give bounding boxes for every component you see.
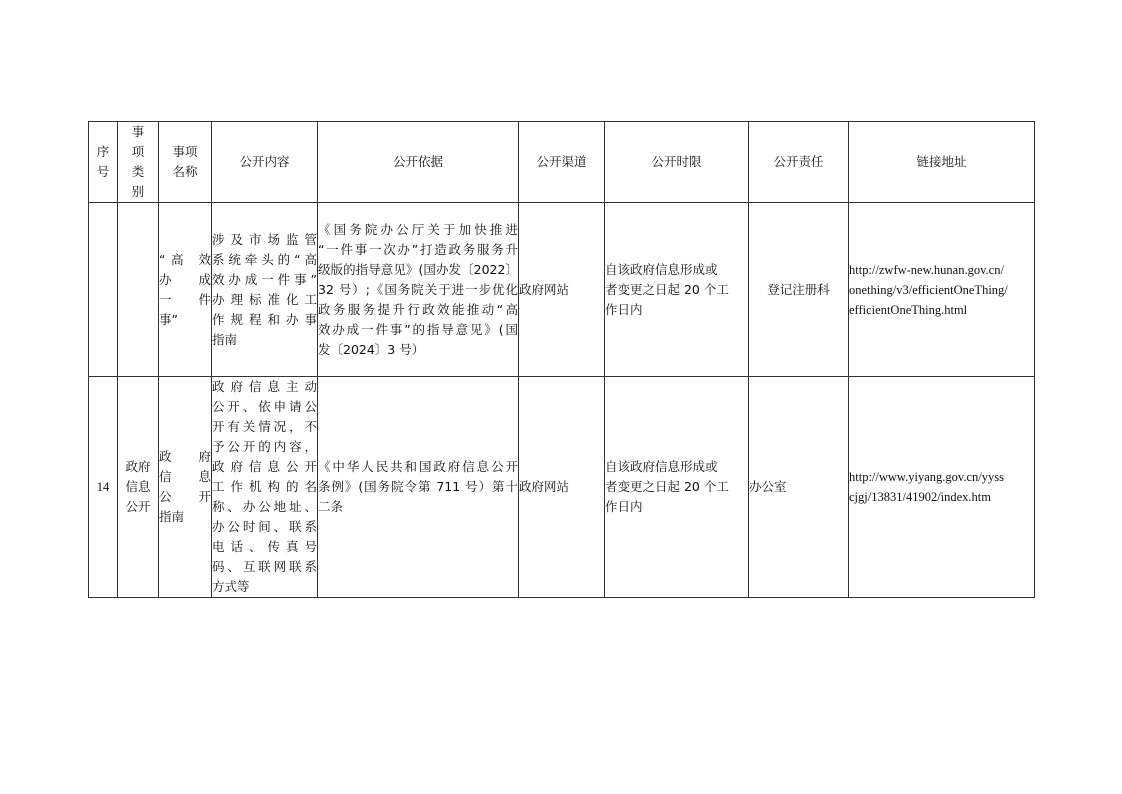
header-time-limit: 公开时限 <box>605 122 749 203</box>
row-seq: 14 <box>89 377 118 598</box>
header-channel: 公开渠道 <box>519 122 605 203</box>
row-channel: 政府网站 <box>519 377 605 598</box>
link-text[interactable]: onething/v3/efficientOneThing/ <box>849 282 1008 297</box>
link-text[interactable]: http://www.yiyang.gov.cn/yyss <box>849 470 1004 484</box>
row-link[interactable] <box>849 203 1035 377</box>
header-name: 事项 名称 <box>159 122 212 203</box>
link-text[interactable]: http://zwfw-new.hunan.gov.cn/ <box>849 262 1004 277</box>
disclosure-table <box>88 121 1035 598</box>
row-basis: 《中华人民共和国政府信息公开 条例》(国务院令第 711 号）第十 二条 <box>318 377 519 598</box>
row-responsibility: 办公室 <box>749 377 849 598</box>
row-responsibility: 登记注册科 <box>749 203 849 377</box>
row-category: 政府 信息 公开 <box>118 377 159 598</box>
row-category <box>118 203 159 377</box>
row-time-limit: 自该政府信息形成或 者变更之日起 20 个工 作日内 <box>605 203 749 377</box>
row-basis: 《国务院办公厅关于加快推进 “一件事一次办”打造政务服务升 级版的指导意见》(国办发〔2022〕 32 号）;《国务院关于进一步优化 政务服务提升行政效能推动“高 效办成一件事”的指导意见》(国 发〔2024〕3 号） <box>318 203 519 377</box>
row-content: 涉及市场监管 系统牵头的“高 效办成一件事” 办理标准化工 作规程和办事 指南 <box>212 203 318 377</box>
header-responsibility: 公开责任 <box>749 122 849 203</box>
row-seq <box>89 203 118 377</box>
header-basis: 公开依据 <box>318 122 519 203</box>
table-row <box>89 203 1035 377</box>
header-seq: 序 号 <box>89 122 118 203</box>
header-row <box>89 122 1035 203</box>
link-text[interactable]: cjgj/13831/41902/index.htm <box>849 490 992 504</box>
row-content: 政府信息主动 公开、依申请公 开有关情况，不 予公开的内容， 政府信息公开 工作机构的名 称、办公地址、 办公时间、联系 电话、传真号 码、互联网联系 方式等 <box>212 377 318 598</box>
link-text[interactable]: efficientOneThing.html <box>849 302 968 317</box>
row-channel: 政府网站 <box>519 203 605 377</box>
row-time-limit: 自该政府信息形成或 者变更之日起 20 个工 作日内 <box>605 377 749 598</box>
header-link: 链接地址 <box>849 122 1035 203</box>
row-link[interactable] <box>849 377 1035 598</box>
header-content: 公开内容 <box>212 122 318 203</box>
row-item-name: “高 效 办 成 一 件 事” <box>159 203 212 377</box>
header-category: 事 项 类 别 <box>118 122 159 203</box>
table-row <box>89 377 1035 598</box>
row-item-name: 政 府 信 息 公 开 指南 <box>159 377 212 598</box>
